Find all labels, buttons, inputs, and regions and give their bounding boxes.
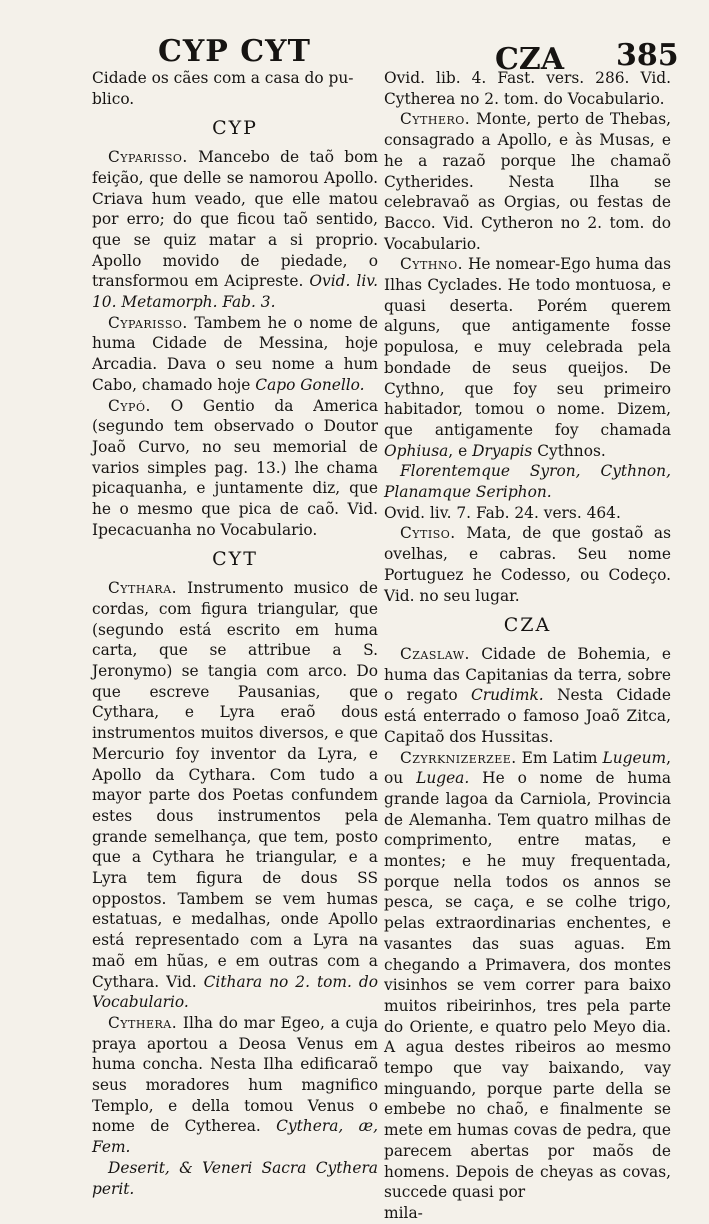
- verse-reference: Ovid. liv. 7. Fab. 24. vers. 464.: [384, 503, 621, 522]
- entry-cypo: [92, 396, 378, 541]
- running-header: [0, 22, 709, 77]
- entry-term: Cythero.: [400, 110, 471, 129]
- entry-text: , e: [448, 441, 473, 460]
- entry-term: Czaslaw.: [400, 644, 470, 663]
- entry-term: Cythera.: [108, 1013, 178, 1032]
- left-column: [92, 68, 378, 1199]
- entry-term: Cypó.: [108, 396, 151, 415]
- header-left-keywords: CYP CYT: [158, 34, 311, 69]
- catchword: mila-: [384, 1203, 423, 1222]
- entry-text: He nomear-Ego huma das Ilhas Cyclades. He todo montuosa, e quasi deserta. Porém querem alguns, que antigamente fosse populosa, e muy celebrada pela bondade de seus queijos. De Cythno, que foy seu primeiro habitador, tomou o nome. Dizem, que antigamente foy chamada: [384, 255, 671, 439]
- right-column: [384, 68, 671, 1224]
- entry-text: Mancebo de taõ bom feição, que delle se namorou Apollo. Criava hum veado, que elle matou por erro; do que ficou taõ sentido, que se quiz matar a si proprio. Apollo movido de piedade, o transformou em Acipreste.: [92, 148, 378, 291]
- continued-line-2: blico.: [92, 89, 135, 108]
- entry-reference: Ovid. liv. 10. Metamorph. Fab. 3.: [92, 272, 378, 312]
- entry-text: He o nome de huma grande lagoa da Carniola, Provincia de Alemanha. Tem quatro milhas de comprimento, entre matas, e montes; e he muy frequentada, porque nella todos os annos se pesca, se caça, e se colhe trigo, pelas extraordinarias enchentes, e vasantes das suas aguas. Em chegando a Primavera, dos montes visinhos se vem correr para baixo muitos ribeirinhos, tres pela parte do Oriente, e quatro pelo Meyo dia. A agua destes ribeiros ao mesmo tempo que vay baixando, vay minguando, porque parte della se embebe no chaõ, e finalmente se mete em humas covas de pedra, que parecem abertas por maõs de homens. Depois de cheyas as covas, succede quasi por: [384, 769, 671, 1202]
- entry-text: Cythnos.: [532, 441, 606, 460]
- entry-reference: Cithara no 2. tom. do Vocabulario.: [92, 972, 379, 1012]
- section-heading-cza: CZA: [503, 614, 552, 637]
- entry-text: Em Latim: [516, 748, 603, 767]
- entry-cythno: [384, 254, 671, 461]
- entry-cyparisso-1: [92, 147, 378, 313]
- continued-text: Ovid. lib. 4. Fast. vers. 286. Vid. Cytherea no 2. tom. do Vocabulario.: [384, 69, 671, 108]
- entry-reference: Dryapis: [472, 441, 533, 460]
- entry-czaslaw: [384, 644, 671, 748]
- header-right-keyword: CZA: [495, 42, 565, 77]
- continued-line-1: Cidade os cães com a casa do pu-: [92, 69, 354, 87]
- entry-cythera: [92, 1013, 378, 1158]
- page-number: 385: [616, 38, 679, 73]
- entry-cythero: [384, 109, 671, 254]
- entry-text: O Gentio da America (segundo tem observado o Doutor Joaõ Curvo, no seu memorial de varios simples pag. 13.) lhe chama picaquanha, e juntamente diz, que he o mesmo que pica de caõ. Vid. Ipecacuanha no Vocabulario.: [92, 396, 378, 539]
- entry-czyrknizerzee: [384, 748, 671, 1203]
- entry-cyparisso-2: [92, 313, 378, 396]
- entry-term: Cytiso.: [400, 524, 456, 543]
- entry-reference: Lugea.: [416, 769, 470, 788]
- entry-text: Nesta Cidade está enterrado o famoso Joaõ Zitca, Capitaõ dos Hussitas.: [384, 686, 671, 746]
- entry-reference: Cythera, æ, Fem.: [92, 1117, 378, 1157]
- entry-term: Cythara.: [108, 579, 178, 598]
- entry-cythara: [92, 578, 378, 1013]
- continued-text: [92, 68, 378, 109]
- entry-text: Tambem he o nome de huma Cidade de Messina, hoje Arcadia. Dava o seu nome a hum Cabo, chamado hoje: [92, 313, 378, 394]
- entry-term: Czyrknizerzee.: [400, 748, 517, 767]
- latin-verse: Florentemque Syron, Cythnon, Planamque Seriphon.: [384, 462, 671, 502]
- section-heading-cyp: CYP: [212, 117, 258, 140]
- entry-term: Cyparisso.: [108, 313, 188, 332]
- entry-term: Cythno.: [400, 255, 464, 274]
- entry-text: Instrumento musico de cordas, com figura triangular, que (segundo está escrito em huma carta, que se attribue a S. Jeronymo) se tangia com arco. Do que escreve Pausanias, que Cythara, e Lyra eraõ dous instrumentos muitos diversos, e que Mercurio foy inventor da Lyra, e Apollo da Cythara. Com tudo a mayor parte dos Poetas confundem estes dous instrumentos pela grande semelhança, que tem, posto que a Cythara he triangular, e a Lyra tem figura de dous SS oppostos. Tambem se vem humas estatuas, e medalhas, onde Apollo está representado com a Lyra na maõ em hũas, e em outras com a Cythara. Vid.: [92, 579, 378, 991]
- latin-verse: Deserit, & Veneri Sacra Cythera perit.: [92, 1158, 378, 1198]
- entry-text: , ou: [384, 748, 671, 788]
- entry-text: Ilha do mar Egeo, a cuja praya aportou a Deosa Venus em huma concha. Nesta Ilha edificaraõ seus moradores hum magnifico Templo, e della tomou Venus o nome de Cytherea.: [92, 1013, 378, 1136]
- entry-term: Cyparisso.: [108, 148, 188, 167]
- section-heading-cyt: CYT: [212, 548, 258, 571]
- entry-text: Monte, perto de Thebas, consagrado a Apollo, e às Musas, e he a razaõ porque lhe chamaõ Cytherides. Nesta Ilha se celebravaõ as Orgias, ou festas de Bacco. Vid. Cytheron no 2. tom. do Vocabulario.: [384, 110, 671, 253]
- entry-text: Mata, de que gostaõ as ovelhas, e cabras. Seu nome Portuguez he Codesso, ou Codeço. Vid. no seu lugar.: [384, 524, 671, 605]
- entry-reference: Crudimk.: [471, 686, 544, 705]
- entry-cytiso: [384, 523, 671, 606]
- entry-text: Cidade de Bohemia, e huma das Capitanias da terra, sobre o regato: [384, 644, 671, 705]
- entry-reference: Lugeum: [602, 748, 667, 767]
- entry-reference: Ophiusa: [384, 441, 449, 460]
- entry-reference: Capo Gonello.: [255, 375, 365, 394]
